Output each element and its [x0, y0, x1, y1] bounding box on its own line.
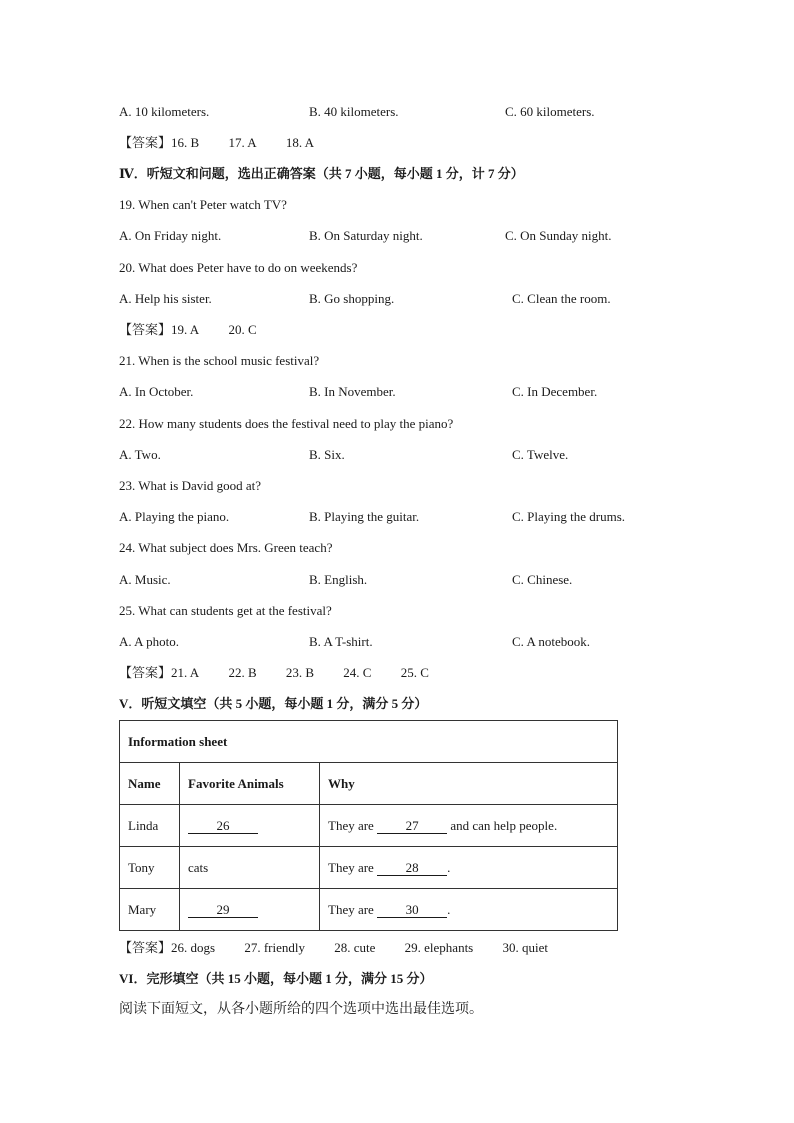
- answer-18: 18. A: [285, 135, 315, 150]
- q23-option-c: C. Playing the drums.: [512, 509, 626, 524]
- blank-30: 30: [377, 903, 447, 918]
- table-header-row: [120, 763, 618, 805]
- why-prefix: They are: [328, 901, 374, 917]
- answer-29: 29. elephants: [404, 940, 474, 955]
- answer-line-21-25: [119, 663, 429, 683]
- q19-option-a: A. On Friday night.: [119, 228, 222, 243]
- q23-option-b: B. Playing the guitar.: [309, 509, 420, 524]
- section-iv-heading: Ⅳ．听短文和问题，选出正确答案（共 7 小题，每小题 1 分，计 7 分）: [119, 166, 524, 181]
- q25-option-c: C. A notebook.: [512, 634, 591, 649]
- table-row: [120, 805, 618, 847]
- question-22: 22. How many students does the festival need to play the piano?: [119, 416, 454, 431]
- information-sheet-table: [119, 720, 618, 931]
- answer-label: 【答案】: [119, 665, 172, 680]
- q21-option-b: B. In November.: [309, 384, 396, 399]
- q19-option-c: C. On Sunday night.: [505, 228, 612, 243]
- answer-line-19-20: [119, 320, 257, 340]
- cell-animal: [180, 805, 320, 847]
- question-24: 24. What subject does Mrs. Green teach?: [119, 540, 333, 555]
- answer-21: 21. A: [171, 665, 200, 680]
- q23-option-a: A. Playing the piano.: [119, 509, 230, 524]
- answer-label: 【答案】: [119, 135, 172, 150]
- cell-why: [320, 847, 618, 889]
- cell-animal: cats: [180, 847, 320, 889]
- cell-name: Mary: [120, 889, 180, 931]
- answer-line-16-18: [119, 133, 314, 153]
- cell-why: [320, 889, 618, 931]
- q21-option-c: C. In December.: [512, 384, 598, 399]
- blank-26: 26: [188, 819, 258, 834]
- q20-option-a: A. Help his sister.: [119, 291, 212, 306]
- question-25: 25. What can students get at the festival?: [119, 603, 332, 618]
- q18-option-c: C. 60 kilometers.: [505, 104, 595, 119]
- question-21: 21. When is the school music festival?: [119, 353, 320, 368]
- q25-option-a: A. A photo.: [119, 634, 179, 649]
- header-why: Why: [320, 763, 618, 805]
- section-v-heading: V．听短文填空（共 5 小题，每小题 1 分，满分 5 分）: [119, 696, 428, 711]
- why-prefix: They are: [328, 859, 374, 875]
- q22-option-a: A. Two.: [119, 447, 161, 462]
- why-suffix: .: [447, 859, 451, 875]
- q25-option-b: B. A T-shirt.: [309, 634, 373, 649]
- header-name: Name: [120, 763, 180, 805]
- question-20: 20. What does Peter have to do on weekends?: [119, 260, 358, 275]
- table-row: [120, 889, 618, 931]
- q21-option-a: A. In October.: [119, 384, 194, 399]
- answer-20: 20. C: [228, 322, 257, 337]
- answer-27: 27. friendly: [244, 940, 305, 955]
- section-vi-instruction: 阅读下面短文，从各小题所给的四个选项中选出最佳选项。: [119, 1002, 483, 1017]
- answer-25: 25. C: [400, 665, 429, 680]
- table-title-row: [120, 721, 618, 763]
- answer-28: 28. cute: [334, 940, 376, 955]
- q19-option-b: B. On Saturday night.: [309, 228, 423, 243]
- header-favorite-animals: Favorite Animals: [180, 763, 320, 805]
- question-23: 23. What is David good at?: [119, 478, 262, 493]
- q22-option-c: C. Twelve.: [512, 447, 569, 462]
- blank-28: 28: [377, 861, 447, 876]
- cell-name: Tony: [120, 847, 180, 889]
- q20-option-b: B. Go shopping.: [309, 291, 395, 306]
- answer-26: 26. dogs: [171, 940, 216, 955]
- why-suffix: .: [447, 901, 451, 917]
- q24-option-c: C. Chinese.: [512, 572, 573, 587]
- q22-option-b: B. Six.: [309, 447, 345, 462]
- section-vi-heading: VI．完形填空（共 15 小题，每小题 1 分，满分 15 分）: [119, 971, 433, 986]
- blank-29: 29: [188, 903, 258, 918]
- q24-option-b: B. English.: [309, 572, 368, 587]
- q18-option-b: B. 40 kilometers.: [309, 104, 399, 119]
- cell-name: Linda: [120, 805, 180, 847]
- question-19: 19. When can't Peter watch TV?: [119, 197, 287, 212]
- cell-animal: [180, 889, 320, 931]
- answer-24: 24. C: [343, 665, 372, 680]
- q18-option-a: A. 10 kilometers.: [119, 104, 210, 119]
- answer-19: 19. A: [171, 322, 200, 337]
- why-suffix: and can help people.: [450, 817, 558, 833]
- blank-27: 27: [377, 819, 447, 834]
- answer-16: 16. B: [171, 135, 200, 150]
- answer-30: 30. quiet: [502, 940, 548, 955]
- q24-option-a: A. Music.: [119, 572, 171, 587]
- answer-17: 17. A: [228, 135, 257, 150]
- q20-option-c: C. Clean the room.: [512, 291, 611, 306]
- cell-why: [320, 805, 618, 847]
- table-title: Information sheet: [120, 721, 618, 763]
- answer-23: 23. B: [285, 665, 315, 680]
- why-prefix: They are: [328, 817, 374, 833]
- table-row: [120, 847, 618, 889]
- answer-22: 22. B: [228, 665, 257, 680]
- answer-label: 【答案】: [119, 940, 172, 955]
- answer-label: 【答案】: [119, 322, 172, 337]
- answer-line-26-30: [119, 938, 548, 958]
